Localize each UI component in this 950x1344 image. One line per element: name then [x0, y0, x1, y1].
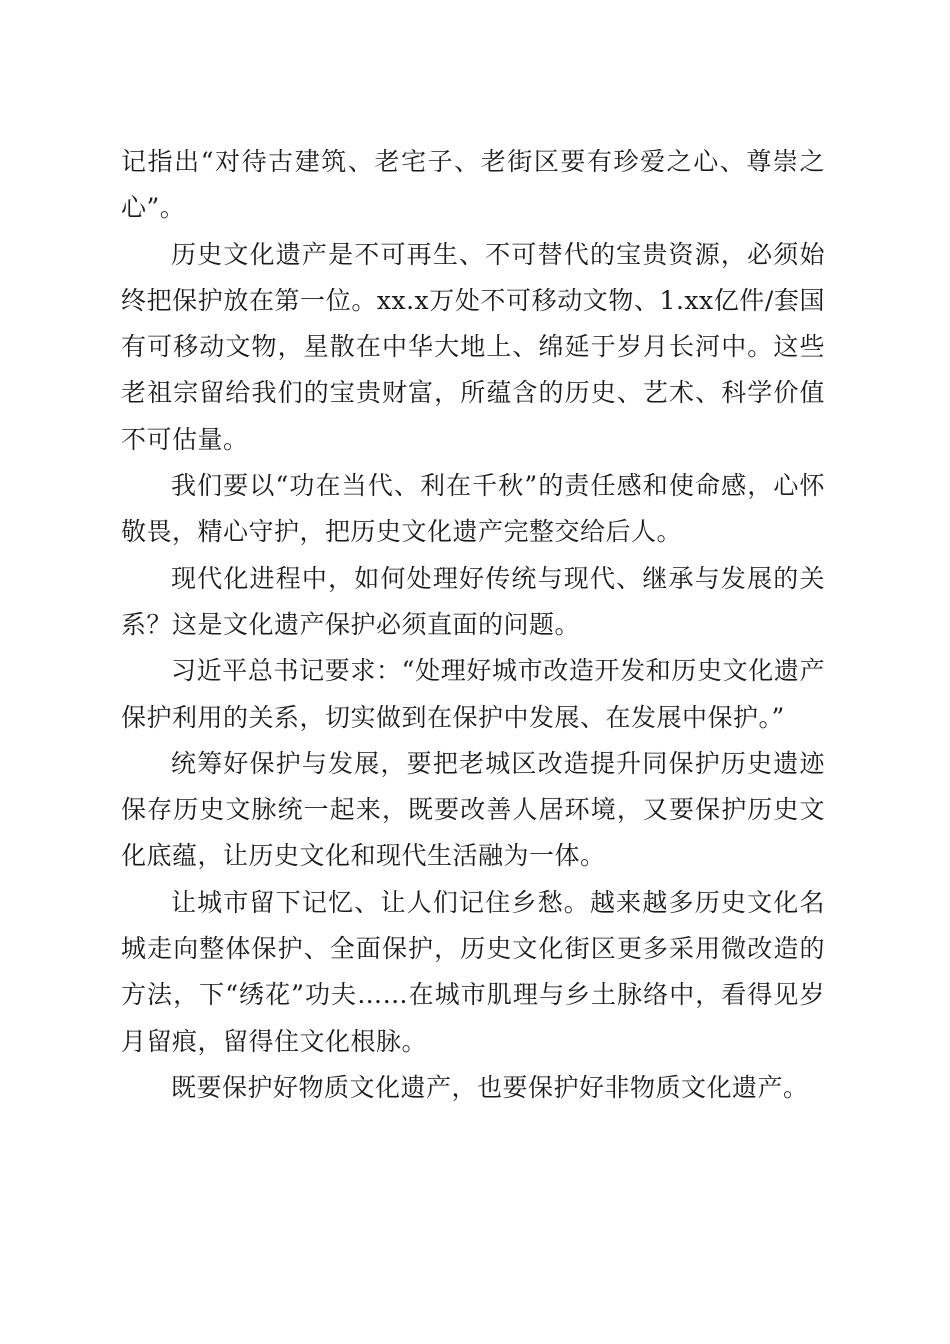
paragraph: 既要保护好物质文化遗产，也要保护好非物质文化遗产。: [171, 1072, 809, 1102]
paragraph: 现代化进程中，如何处理好传统与现代、继承与发展的关系？这是文化遗产保护必须直面的问题。: [121, 563, 825, 639]
paragraph: 习近平总书记要求：“处理好城市改造开发和历史文化遗产保护利用的关系，切实做到在保护中发展、在发展中保护。”: [121, 656, 825, 732]
paragraph: 让城市留下记忆、让人们记住乡愁。越来越多历史文化名城走向整体保护、全面保护，历史文化街区更多采用微改造的方法，下“绣花”功夫……在城市肌理与乡土脉络中，看得见岁月留痕，留得住文化根脉。: [121, 887, 825, 1056]
paragraph-continued: 记指出“对待古建筑、老宅子、老街区要有珍爱之心、尊崇之心”。: [121, 147, 825, 223]
paragraph: 我们要以“功在当代、利在千秋”的责任感和使命感，心怀敬畏，精心守护，把历史文化遗产完整交给后人。: [121, 471, 825, 547]
paragraph: 统筹好保护与发展，要把老城区改造提升同保护历史遗迹保存历史文脉统一起来，既要改善人居环境，又要保护历史文化底蕴，让历史文化和现代生活融为一体。: [121, 748, 825, 871]
paragraph: 历史文化遗产是不可再生、不可替代的宝贵资源，必须始终把保护放在第一位。xx.x万处不可移动文物、1.xx亿件/套国有可移动文物，星散在中华大地上、绵延于岁月长河中。这些老祖宗留给我们的宝贵财富，所蕴含的历史、艺术、科学价值不可估量。: [121, 239, 825, 454]
document-body: [121, 139, 825, 1111]
